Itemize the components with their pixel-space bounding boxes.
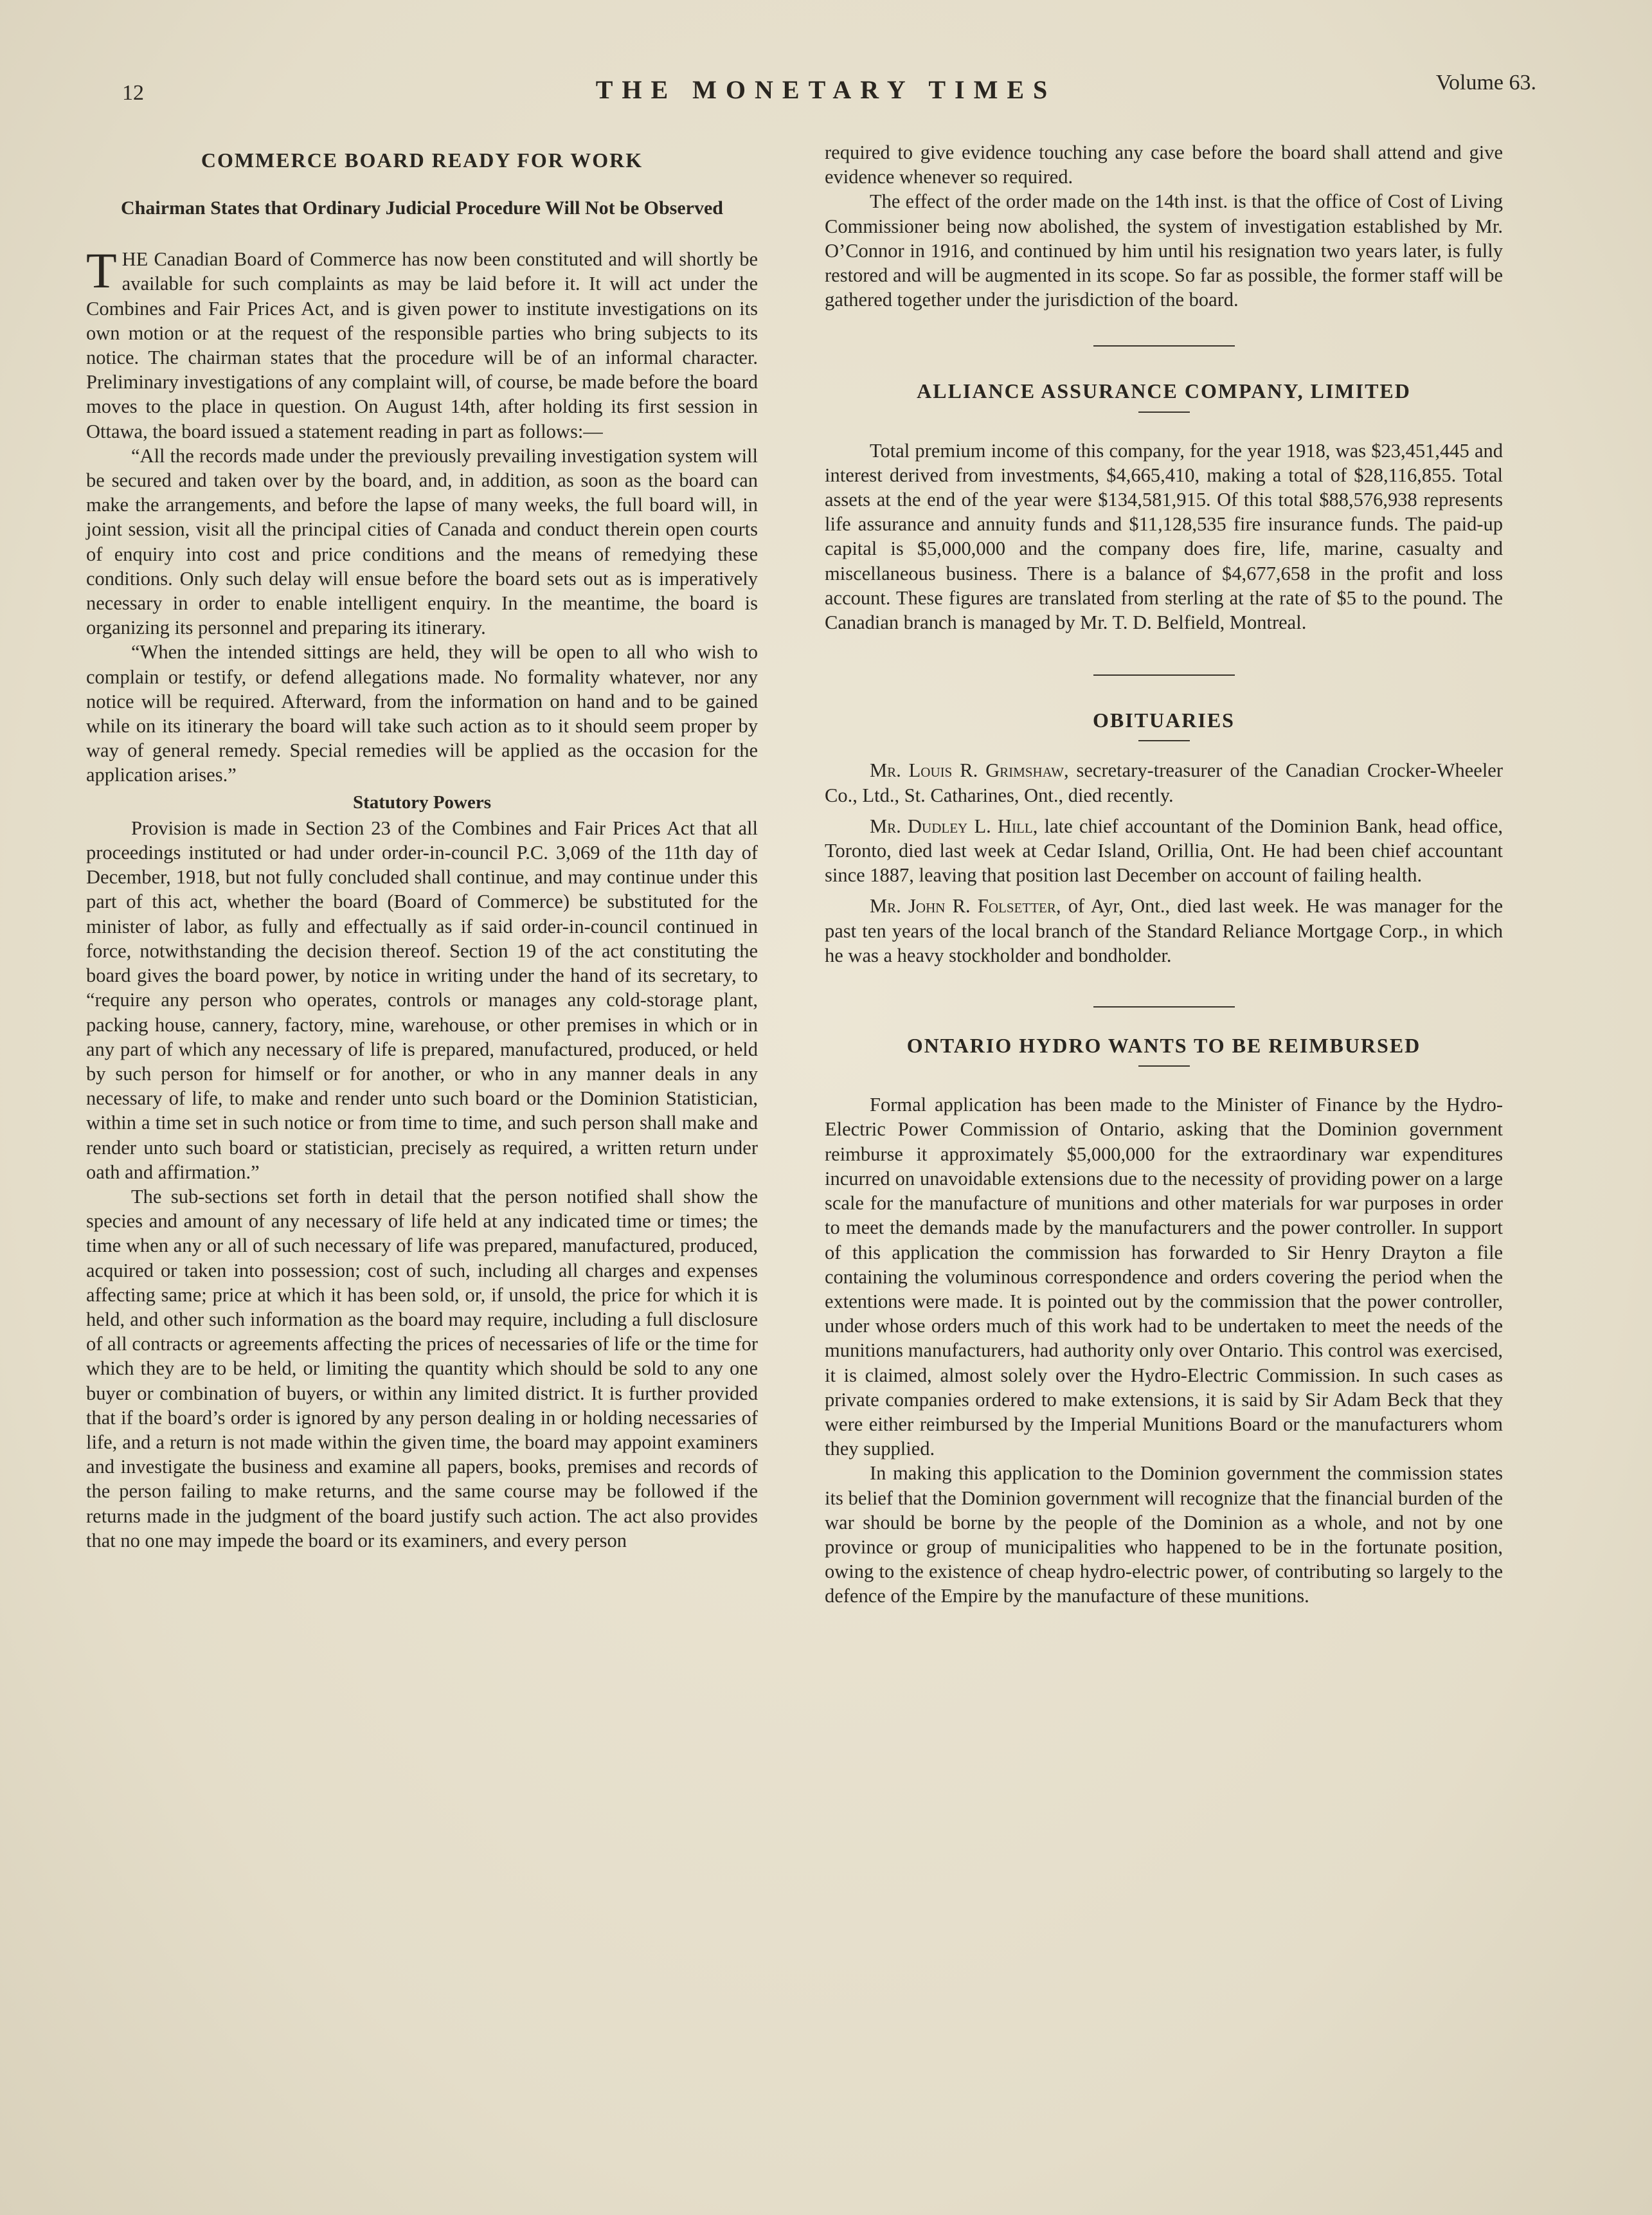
publication-title: THE MONETARY TIMES [595,75,1057,104]
obituary-name: Mr. John R. Folsetter [870,895,1056,918]
paragraph: “All the records made under the previously prevailing investigation system will be secured and taken over by the board, and, in addition, as soon as the board can make the arrangements, and before the lapse of many weeks, the full board will, in joint session, visit all the principal cities of Canada and conduct therein open courts of enquiry into cost and price conditions and the means of remedying these conditions. Only such delay will ensue before the board sets out as is imperatively necessary in order to enable intelligent enquiry. In the meantime, the board is organizing its personnel and preparing its itinerary. [86,444,758,639]
article-title-alliance-assurance: ALLIANCE ASSURANCE COMPANY, LIMITED [917,379,1411,403]
paragraph: “When the intended sittings are held, they will be open to all who wish to complain or testify, or defend allegations made. No formality whatever, nor any notice will be required. Afterward, from the information on hand and to be gained while on its itinerary the board will take such action as to it should seem proper by way of general remedy. Special remedies will be applied as the occasion for the application arises.” [86,641,758,786]
paragraph-text: HE Canadian Board of Commerce has now been constituted and will shortly be available for such complaints as may be laid before it. It will act under the Combines and Fair Prices Act, and is given power to institute investigations on its own motion or at the request of the responsible parties who bring subjects to its notice. The chairman states that the procedure will be of an informal character. Preliminary investigations of any complaint will, of course, be made before the board moves to the place in question. On August 14th, after holding its first session in Ottawa, the board issued a statement reading in part as follows:— [86,248,758,442]
page-number: 12 [122,81,144,105]
paragraph: In making this application to the Dominion government the commission states its belief that the Dominion government will recognize that the financial burden of the war should be borne by the people of the Dominion as a whole, and not by one province or group of municipalities who happened to be in the fortunate position, owing to the existence of cheap hydro-electric power, of contributing so largely to the defence of the Empire by the manufacture of these munitions. [825,1462,1503,1607]
paragraph [86,242,758,444]
article-subtitle: Chairman States that Ordinary Judicial Procedure Will Not be Observed [121,197,723,219]
section-heading-statutory-powers: Statutory Powers [352,791,492,813]
obituary-text: , secretary-treasurer of the Canadian Crocker-Wheeler Co., Ltd., St. Catharines, Ont., died recently. [825,759,1503,806]
title-rule [1138,740,1190,741]
right-column [825,140,1503,1609]
article-title-obituaries: OBITUARIES [1093,709,1235,732]
drop-cap: T [86,242,117,299]
paragraph: The sub-sections set forth in detail that the person notified shall show the species and amount of any necessary of life held at any indicated time or times; the time when any or all of such necessary of life was prepared, manufactured, produced, acquired or taken into possession; cost of such, including all charges and expenses affecting same; price at which it has been sold, or, if unsold, the price for which it is held, and other such information as the board may require, including a full disclosure of all contracts or agreements affecting the prices of necessaries of life or the time for which they are to be held, or limiting the quantity which should be sold to any one buyer or combination of buyers, or within any limited district. It is further provided that if the board’s order is ignored by any person dealing in or holding necessaries of life, and a return is not made within the given time, the board may appoint examiners and investigate the business and examine all papers, books, premises and records of the person failing to make returns, and the same course may be followed if the returns made in the judgment of the board justify such action. The act also provides that no one may impede the board or its examiners, and every person [86,1185,758,1551]
obituary-name: Mr. Dudley L. Hill [870,815,1033,837]
divider [1093,674,1235,676]
obituary-name: Mr. Louis R. Grimshaw [870,759,1064,782]
article-title-commerce-board: COMMERCE BOARD READY FOR WORK [201,149,643,172]
paragraph: Provision is made in Section 23 of the Combines and Fair Prices Act that all proceedings instituted or had under order-in-council P.C. 3,069 of the 11th day of December, 1918, but not fully concluded shall continue, and may continue under this part of this act, whether the board (Board of Commerce) be substituted for the minister of labor, as fully and effectually as if said order-in-council continued in force, notwithstanding the decision thereof. Section 19 of the act constituting the board gives the board power, by notice in writing under the hand of its secretary, to “require any person who operates, controls or manages any cold-storage plant, packing house, cannery, factory, mine, warehouse, or other premises in which or in any part of which any necessary of life is prepared, manufactured, produced, or held by such person for himself or for another, or who in any manner deals in any necessary of life, to make and render unto such board or the Dominion Statistician, within a time set in such notice or from time to time, and such person shall make and render unto such board or statistician, precisely as required, a written return under oath and affirmation.” [86,817,758,1183]
obituary-entry [825,814,1503,888]
obituary-text: , of Ayr, Ont., died last week. He was manager for the past ten years of the local branch of the Standard Reliance Mortgage Corp., in which he was a heavy stockholder and bondholder. [825,895,1503,966]
article-title-ontario-hydro: ONTARIO HYDRO WANTS TO BE REIMBURSED [906,1034,1421,1058]
obituary-entry [825,894,1503,968]
left-column [86,135,758,1553]
page-header [116,69,1536,108]
obituary-text: , late chief accountant of the Dominion Bank, head office, Toronto, died last week at Cedar Island, Orillia, Ont. He had been chief accountant since 1887, leaving that position last December on account of failing health. [825,815,1503,887]
obituary-entry [825,758,1503,807]
title-rule [1138,411,1190,413]
divider [1093,1006,1235,1008]
divider [1093,345,1235,347]
volume-label: Volume 63. [1435,71,1536,95]
paragraph: Formal application has been made to the Minister of Finance by the Hydro-Electric Power Commission of Ontario, asking that the Dominion government reimburse it approximately $5,000,000 for the extraordinary war expenditures incurred on unavoidable extensions due to the necessity of providing power on a large scale for the manufacture of munitions and other materials for war purposes in order to meet the demands made by the manufacturers and the power controller. In support of this application the commission has forwarded to Sir Henry Drayton a file containing the voluminous correspondence and orders covering the period when the extentions were made. It is pointed out by the commission that the power controller, under whose orders much of this work had to be undertaken to meet the needs of the munitions manufacturers, had authority only over Ontario. This control was exercised, it is claimed, almost solely over the Hydro-Electric Commission. In such cases as private companies ordered to make extensions, it is said by Sir Adam Beck that they were either reimbursed by the Imperial Munitions Board or the manufacturers whom they supplied. [825,1094,1503,1460]
title-rule [1138,1065,1190,1067]
paragraph: The effect of the order made on the 14th inst. is that the office of Cost of Living Commissioner being now abolished, the system of investigation established by Mr. O’Connor in 1916, and continued by him until his resignation two years later, is fully restored and will be augmented in its scope. So far as possible, the former staff will be gathered together under the jurisdiction of the board. [825,190,1503,311]
paragraph: required to give evidence touching any case before the board shall attend and give evidence whenever so required. [825,141,1503,188]
paragraph: Total premium income of this company, for the year 1918, was $23,451,445 and interest derived from investments, $4,665,410, making a total of $28,116,855. Total assets at the end of the year were $134,581,915. Of this total $88,576,938 represents life assurance and annuity funds and $11,128,535 fire insurance funds. The paid-up capital is $5,000,000 and the company does fire, life, marine, casualty and miscellaneous business. There is a balance of $4,677,658 in the profit and loss account. These figures are translated from sterling at the rate of $5 to the pound. The Canadian branch is managed by Mr. T. D. Belfield, Montreal. [825,439,1503,634]
